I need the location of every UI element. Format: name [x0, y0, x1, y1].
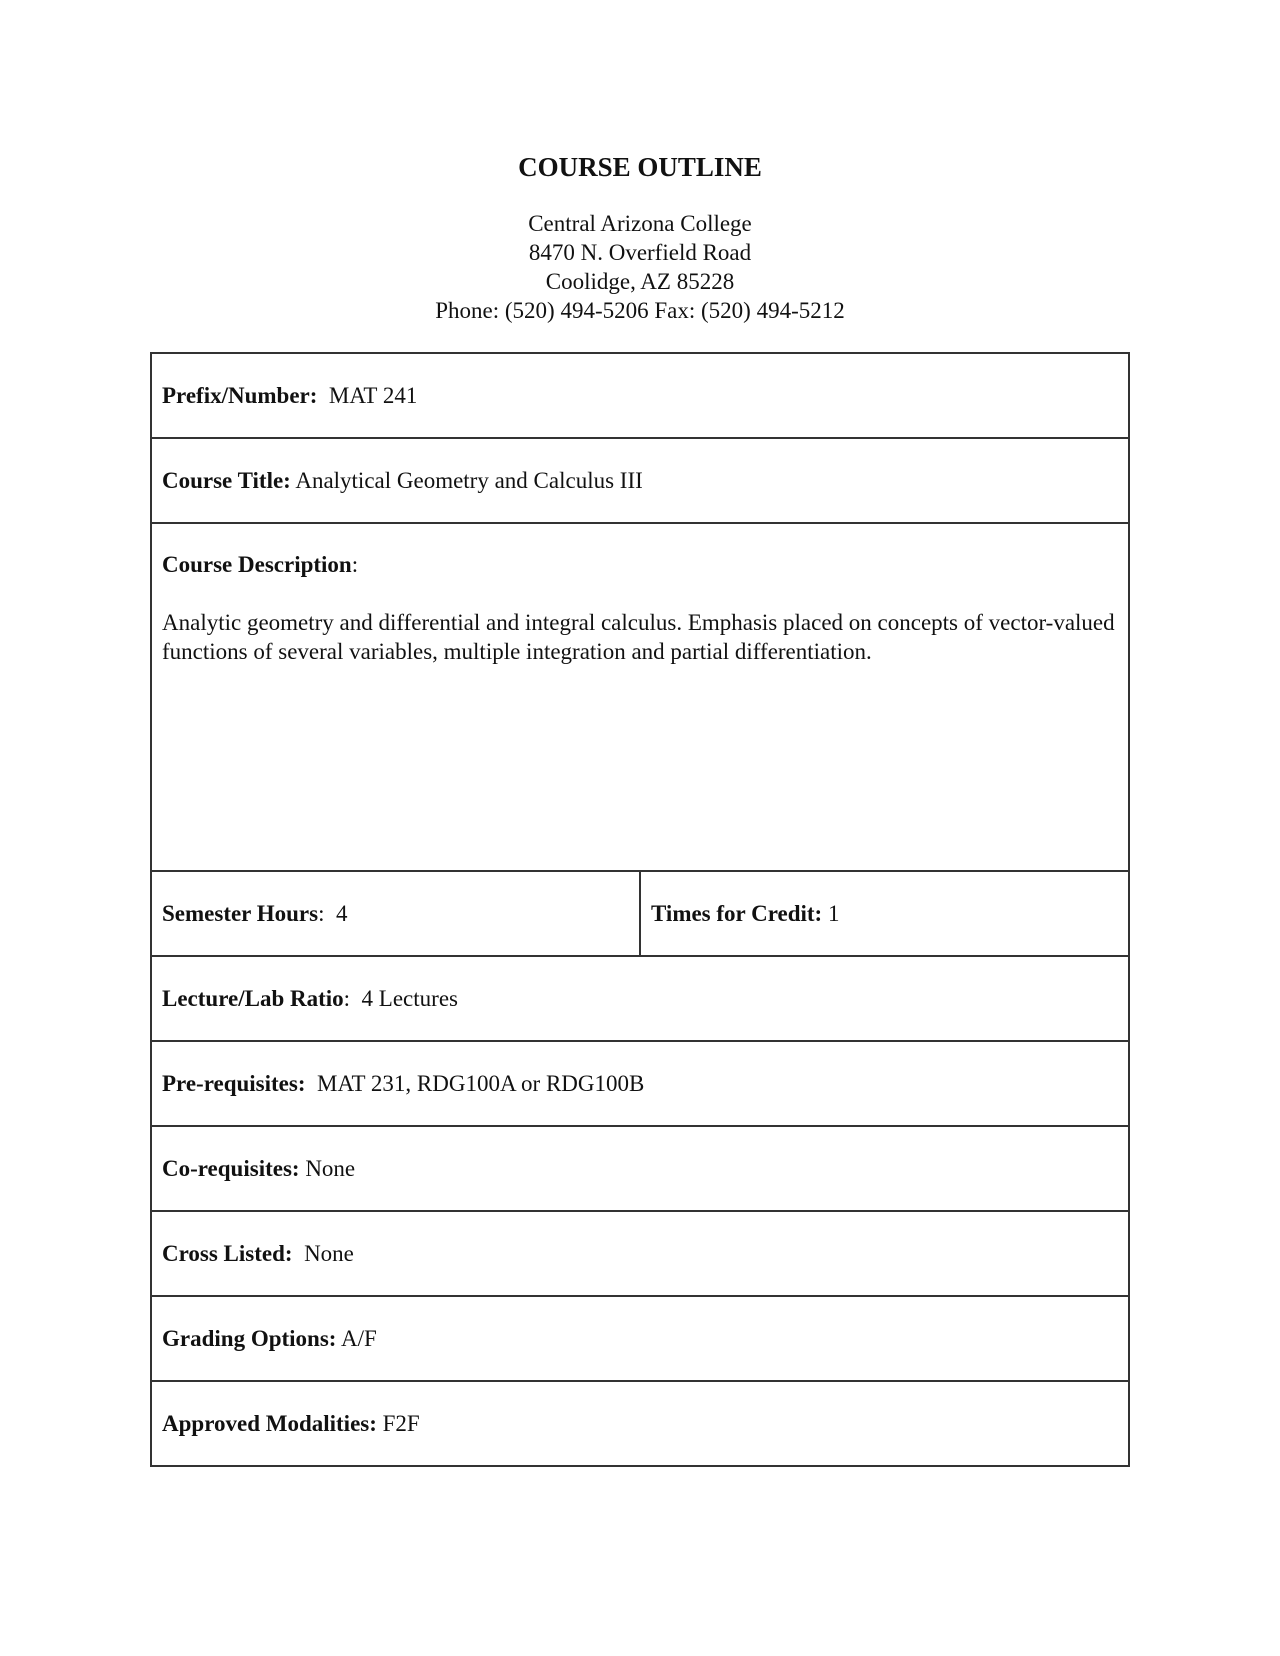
- row-course-title: [151, 438, 1129, 523]
- times-for-credit-cell: [640, 871, 1129, 956]
- city-state-zip: Coolidge, AZ 85228: [545, 269, 735, 294]
- course-title-cell: [151, 438, 1129, 523]
- corequisites-label: Co-requisites:: [162, 1155, 300, 1181]
- page-title: COURSE OUTLINE: [518, 152, 762, 182]
- row-approved-modalities: [151, 1381, 1129, 1466]
- course-description-label: Course Description: [162, 552, 352, 577]
- semester-hours-colon: :: [318, 900, 325, 926]
- prerequisites-cell: [151, 1041, 1129, 1126]
- course-outline-table: [150, 352, 1130, 1467]
- prerequisites-value: MAT 231, RDG100A or RDG100B: [317, 1070, 645, 1096]
- course-description-colon: :: [351, 552, 359, 577]
- prerequisites-label: Pre-requisites:: [162, 1070, 306, 1096]
- course-description-text: Analytic geometry and differential and integral calculus. Emphasis placed on concepts of vector-valued functions of several variables, multiple integration and partial differentiation.: [162, 610, 1115, 664]
- row-cross-listed: [151, 1211, 1129, 1296]
- course-description-cell: [151, 523, 1129, 871]
- semester-hours-label: Semester Hours: [162, 900, 319, 926]
- row-grading-options: [151, 1296, 1129, 1381]
- row-hours-credit: [151, 871, 1129, 956]
- row-prerequisites: [151, 1041, 1129, 1126]
- times-for-credit-value: 1: [827, 900, 840, 926]
- course-title-value: Analytical Geometry and Calculus III: [295, 467, 643, 493]
- semester-hours-cell: [151, 871, 640, 956]
- grading-options-value: A/F: [340, 1325, 377, 1351]
- lecture-lab-ratio-value: 4 Lectures: [361, 985, 458, 1011]
- approved-modalities-cell: [151, 1381, 1129, 1466]
- street-address: 8470 N. Overfield Road: [528, 240, 752, 265]
- course-title-label: Course Title:: [162, 467, 291, 493]
- college-address: [0, 209, 1280, 325]
- lecture-lab-ratio-colon: :: [343, 985, 351, 1011]
- lecture-lab-ratio-cell: [151, 956, 1129, 1041]
- prefix-number-value: MAT 241: [328, 382, 418, 408]
- lecture-lab-ratio-label: Lecture/Lab Ratio: [162, 985, 344, 1011]
- phone-fax: Phone: (520) 494-5206 Fax: (520) 494-5212: [435, 298, 845, 323]
- prefix-number-cell: [151, 353, 1129, 438]
- row-lecture-lab-ratio: [151, 956, 1129, 1041]
- row-corequisites: [151, 1126, 1129, 1211]
- college-name: Central Arizona College: [528, 211, 752, 236]
- approved-modalities-label: Approved Modalities:: [162, 1410, 377, 1436]
- approved-modalities-value: F2F: [382, 1410, 420, 1436]
- cross-listed-value: None: [304, 1240, 354, 1266]
- prefix-number-label: Prefix/Number:: [162, 382, 318, 408]
- times-for-credit-label: Times for Credit:: [651, 900, 823, 926]
- grading-options-cell: [151, 1296, 1129, 1381]
- semester-hours-value: 4: [335, 900, 348, 926]
- row-course-description: [151, 523, 1129, 871]
- cross-listed-cell: [151, 1211, 1129, 1296]
- corequisites-value: None: [305, 1155, 356, 1181]
- grading-options-label: Grading Options:: [162, 1325, 337, 1351]
- cross-listed-label: Cross Listed:: [162, 1240, 293, 1266]
- corequisites-cell: [151, 1126, 1129, 1211]
- row-prefix-number: [151, 353, 1129, 438]
